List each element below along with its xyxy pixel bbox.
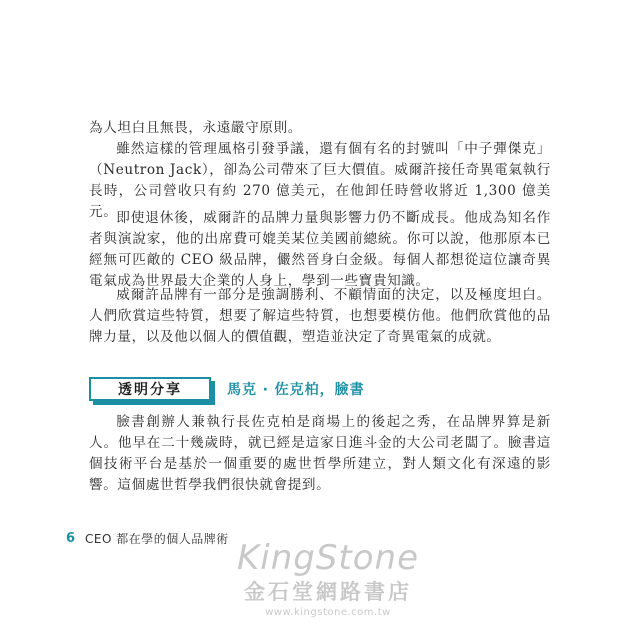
- watermark-logo: [228, 538, 428, 634]
- watermark-brand: KingStone: [236, 538, 420, 578]
- paragraph-brand-traits-text: 威爾許品牌有一部分是強調勝利、不顧情面的決定，以及極度坦白。人們欣賞這些特質，想要了解這些特質，也想要模仿他。他們欣賞他的品牌力量，以及他以個人的價值觀，塑造並決定了奇異電氣的成就。: [89, 287, 551, 345]
- page-number: 6: [66, 531, 76, 546]
- paragraph-retirement: [89, 208, 551, 292]
- paragraph-line-continued: 為人坦白且無畏，永遠嚴守原則。: [89, 120, 302, 136]
- paragraph-zuckerberg: [89, 412, 551, 496]
- watermark-url: www.kingstone.com.tw: [265, 607, 391, 618]
- paragraph-neutron-jack: 雖然這樣的管理風格引發爭議，還有個有名的封號叫「中子彈傑克」（Neutron Jack），卻為公司帶來了巨大價值。威爾許接任奇異電氣執行長時，公司營收只有約 270 億美元，在他卸任時營收將近 1,300 億美元。: [89, 141, 551, 220]
- paragraph-zuckerberg-text: 臉書創辦人兼執行長佐克柏是商場上的後起之秀，在品牌界算是新人。他早在二十幾歲時，就已經是這家日進斗金的大公司老闆了。臉書這個技術平台是基於一個重要的處世哲學所建立，對人類文化有深遠的影響。這個處世哲學我們很快就會提到。: [89, 414, 551, 493]
- section-header: [89, 376, 365, 402]
- watermark-chinese: 金石堂網路書店: [244, 579, 412, 604]
- page-footer: [66, 530, 229, 547]
- section-tag-box: [89, 377, 211, 401]
- section-tag-label: 透明分享: [118, 382, 182, 398]
- paragraph-retirement-text: 即使退休後，威爾許的品牌力量與影響力仍不斷成長。他成為知名作者與演說家，他的出席費可媲美某位美國前總統。你可以說，他那原本已經無可匹敵的 CEO 級品牌，儼然晉身白金級。每個人都想從這位讓奇異電氣成為世界最大企業的人身上，學到一些寶貴知識。: [89, 210, 551, 289]
- paragraph-brand-traits: [89, 285, 551, 348]
- section-title: 馬克 ‧ 佐克柏，臉書: [227, 382, 365, 398]
- running-head: CEO 都在學的個人品牌術: [85, 532, 229, 546]
